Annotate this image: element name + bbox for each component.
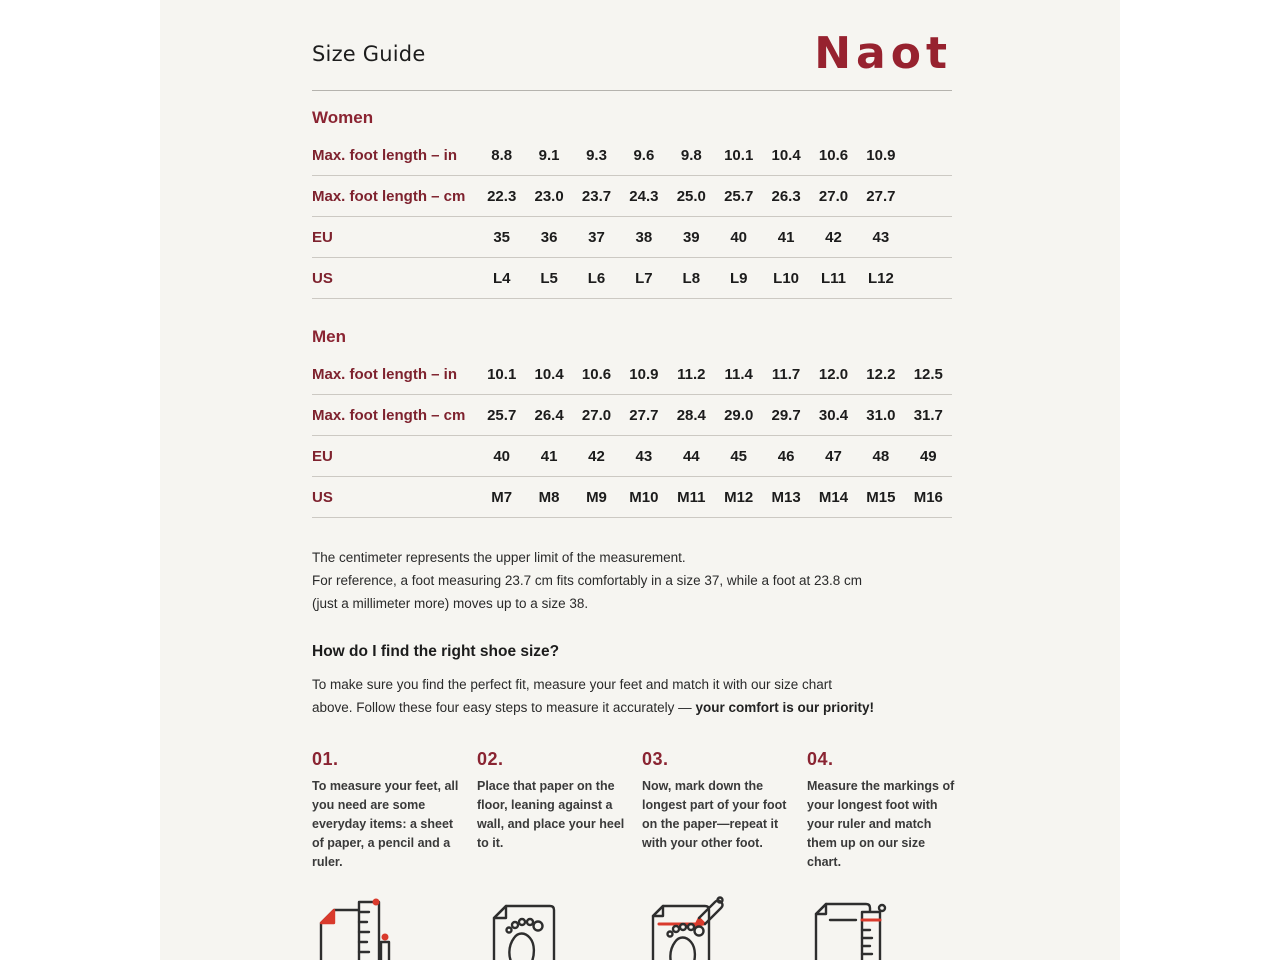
size-value: M12 bbox=[724, 488, 754, 506]
size-value: 12.0 bbox=[818, 365, 849, 383]
row-label: Max. foot length – cm bbox=[312, 187, 466, 205]
size-value: 10.4 bbox=[771, 146, 801, 164]
step-text: Place that paper on the floor, leaning against a wall, and place your heel to it. bbox=[477, 779, 625, 850]
size-value: 49 bbox=[919, 447, 937, 465]
ruler-measure-icon bbox=[807, 894, 899, 960]
size-value: 12.2 bbox=[866, 365, 896, 383]
size-value: M11 bbox=[677, 488, 706, 506]
size-value: 41 bbox=[777, 228, 795, 246]
size-value: 10.4 bbox=[534, 365, 564, 383]
size-value: M8 bbox=[538, 488, 560, 506]
size-value: 35 bbox=[493, 228, 511, 246]
size-value: 43 bbox=[635, 447, 653, 465]
step-3 bbox=[642, 749, 807, 872]
size-value: 24.3 bbox=[629, 187, 659, 205]
size-value: L12 bbox=[867, 269, 894, 287]
size-value: 12.5 bbox=[913, 365, 943, 383]
step-number: 01. bbox=[312, 749, 339, 769]
size-value: L8 bbox=[682, 269, 701, 287]
size-value: 10.6 bbox=[581, 365, 612, 383]
size-value: 40 bbox=[493, 447, 511, 465]
table-row bbox=[312, 258, 952, 299]
howto-heading: How do I find the right shoe size? bbox=[312, 643, 560, 660]
steps-row bbox=[312, 749, 955, 872]
header-divider bbox=[312, 90, 952, 91]
size-value: 23.7 bbox=[581, 187, 612, 205]
size-value: 9.6 bbox=[633, 146, 655, 164]
size-guide-panel bbox=[160, 0, 1120, 960]
size-value: 45 bbox=[730, 447, 748, 465]
table-row bbox=[312, 354, 952, 395]
size-value: 26.4 bbox=[534, 406, 564, 424]
size-value: 29.0 bbox=[724, 406, 754, 424]
step-number: 02. bbox=[477, 749, 504, 769]
size-value: 42 bbox=[825, 228, 842, 246]
page-title: Size Guide bbox=[312, 42, 426, 66]
table-row bbox=[312, 395, 952, 436]
row-label: US bbox=[312, 269, 333, 287]
size-value: 36 bbox=[540, 228, 558, 246]
row-label: Max. foot length – in bbox=[312, 146, 457, 164]
step-4 bbox=[807, 749, 972, 872]
size-value: L10 bbox=[773, 269, 800, 287]
step-1 bbox=[312, 749, 477, 872]
step-text: To measure your feet, all you need are some everyday items: a sheet of paper, a pencil and a ruler. bbox=[312, 779, 459, 869]
size-value: 11.2 bbox=[677, 365, 706, 383]
row-label: Max. foot length – cm bbox=[312, 406, 466, 424]
note-line: For reference, a foot measuring 23.7 cm fits comfortably in a size 37, while a foot at 23.8 cm bbox=[312, 573, 863, 588]
size-value: 41 bbox=[540, 447, 558, 465]
size-value: L9 bbox=[729, 269, 748, 287]
table-row bbox=[312, 135, 952, 176]
size-value: 30.4 bbox=[818, 406, 849, 424]
size-value: 27.0 bbox=[818, 187, 849, 205]
step-icons-row bbox=[312, 894, 952, 960]
step-number: 03. bbox=[642, 749, 669, 769]
size-value: 22.3 bbox=[487, 187, 517, 205]
size-value: M9 bbox=[586, 488, 607, 506]
table-row bbox=[312, 477, 952, 518]
size-value: 25.7 bbox=[487, 406, 517, 424]
row-label: US bbox=[312, 488, 333, 506]
size-value: 29.7 bbox=[771, 406, 801, 424]
size-value: 46 bbox=[777, 447, 795, 465]
size-value: L5 bbox=[540, 269, 558, 287]
howto-line: above. Follow these four easy steps to measure it accurately — your comfort is our priority! bbox=[312, 700, 874, 715]
content bbox=[312, 28, 955, 960]
size-value: 10.1 bbox=[487, 365, 517, 383]
size-value: 10.1 bbox=[724, 146, 754, 164]
step-number: 04. bbox=[807, 749, 834, 769]
howto-bold-phrase: your comfort is our priority! bbox=[695, 700, 874, 715]
note-line: (just a millimeter more) moves up to a size 38. bbox=[312, 596, 589, 611]
size-value: 25.0 bbox=[676, 187, 706, 205]
size-value: 11.4 bbox=[724, 365, 753, 383]
size-value: 11.7 bbox=[771, 365, 801, 383]
size-value: 27.7 bbox=[629, 406, 659, 424]
size-value: L4 bbox=[492, 269, 511, 287]
size-value: 40 bbox=[730, 228, 748, 246]
size-value: 26.3 bbox=[771, 187, 801, 205]
size-value: 44 bbox=[682, 447, 700, 465]
size-value: 38 bbox=[635, 228, 653, 246]
paper-footprint-heel-icon bbox=[477, 894, 569, 960]
size-value: 37 bbox=[588, 228, 605, 246]
row-label: EU bbox=[312, 447, 333, 465]
size-value: M7 bbox=[491, 488, 513, 506]
size-value: L7 bbox=[635, 269, 653, 287]
size-value: 8.8 bbox=[491, 146, 513, 164]
size-value: 43 bbox=[872, 228, 890, 246]
size-value: M16 bbox=[913, 488, 943, 506]
table-row bbox=[312, 436, 952, 477]
men-size-table bbox=[312, 354, 952, 518]
size-value: M15 bbox=[866, 488, 896, 506]
size-value: 39 bbox=[682, 228, 700, 246]
table-row bbox=[312, 217, 952, 258]
women-section-heading: Women bbox=[312, 108, 374, 127]
note-line: The centimeter represents the upper limit of the measurement. bbox=[312, 550, 686, 565]
size-value: L6 bbox=[587, 269, 606, 287]
step-text: Measure the markings of your longest foot with your ruler and match them up on our size chart. bbox=[807, 779, 955, 869]
size-value: 31.0 bbox=[866, 406, 896, 424]
size-value: M13 bbox=[771, 488, 801, 506]
size-value: 10.9 bbox=[866, 146, 896, 164]
size-value: 48 bbox=[872, 447, 890, 465]
step-text: Now, mark down the longest part of your foot on the paper—repeat it with your other foot. bbox=[642, 779, 787, 850]
table-row bbox=[312, 176, 952, 217]
footprint-marking-pencil-icon bbox=[642, 894, 734, 960]
size-value: 25.7 bbox=[724, 187, 754, 205]
size-value: 42 bbox=[588, 447, 605, 465]
step-2 bbox=[477, 749, 642, 872]
women-size-table bbox=[312, 135, 952, 299]
row-label: Max. foot length – in bbox=[312, 365, 457, 383]
size-value: 10.6 bbox=[818, 146, 849, 164]
header bbox=[312, 28, 952, 80]
size-value: 9.1 bbox=[538, 146, 560, 164]
size-value: 28.4 bbox=[676, 406, 706, 424]
paper-ruler-pencil-icon bbox=[312, 894, 404, 960]
row-label: EU bbox=[312, 228, 333, 246]
size-value: 9.3 bbox=[586, 146, 607, 164]
size-value: 47 bbox=[825, 447, 842, 465]
measurement-note bbox=[312, 546, 952, 615]
men-section-heading: Men bbox=[312, 327, 346, 346]
naot-logo: Naot bbox=[814, 28, 952, 79]
size-value: 9.8 bbox=[680, 146, 702, 164]
size-value: 10.9 bbox=[629, 365, 659, 383]
size-value: 31.7 bbox=[913, 406, 943, 424]
howto-paragraph bbox=[312, 673, 952, 719]
size-value: 27.7 bbox=[866, 187, 896, 205]
size-value: 23.0 bbox=[534, 187, 564, 205]
size-value: 27.0 bbox=[581, 406, 612, 424]
size-value: M10 bbox=[629, 488, 659, 506]
howto-line: To make sure you find the perfect fit, measure your feet and match it with our size chart bbox=[312, 677, 832, 692]
size-value: L11 bbox=[820, 269, 846, 287]
size-value: M14 bbox=[818, 488, 849, 506]
